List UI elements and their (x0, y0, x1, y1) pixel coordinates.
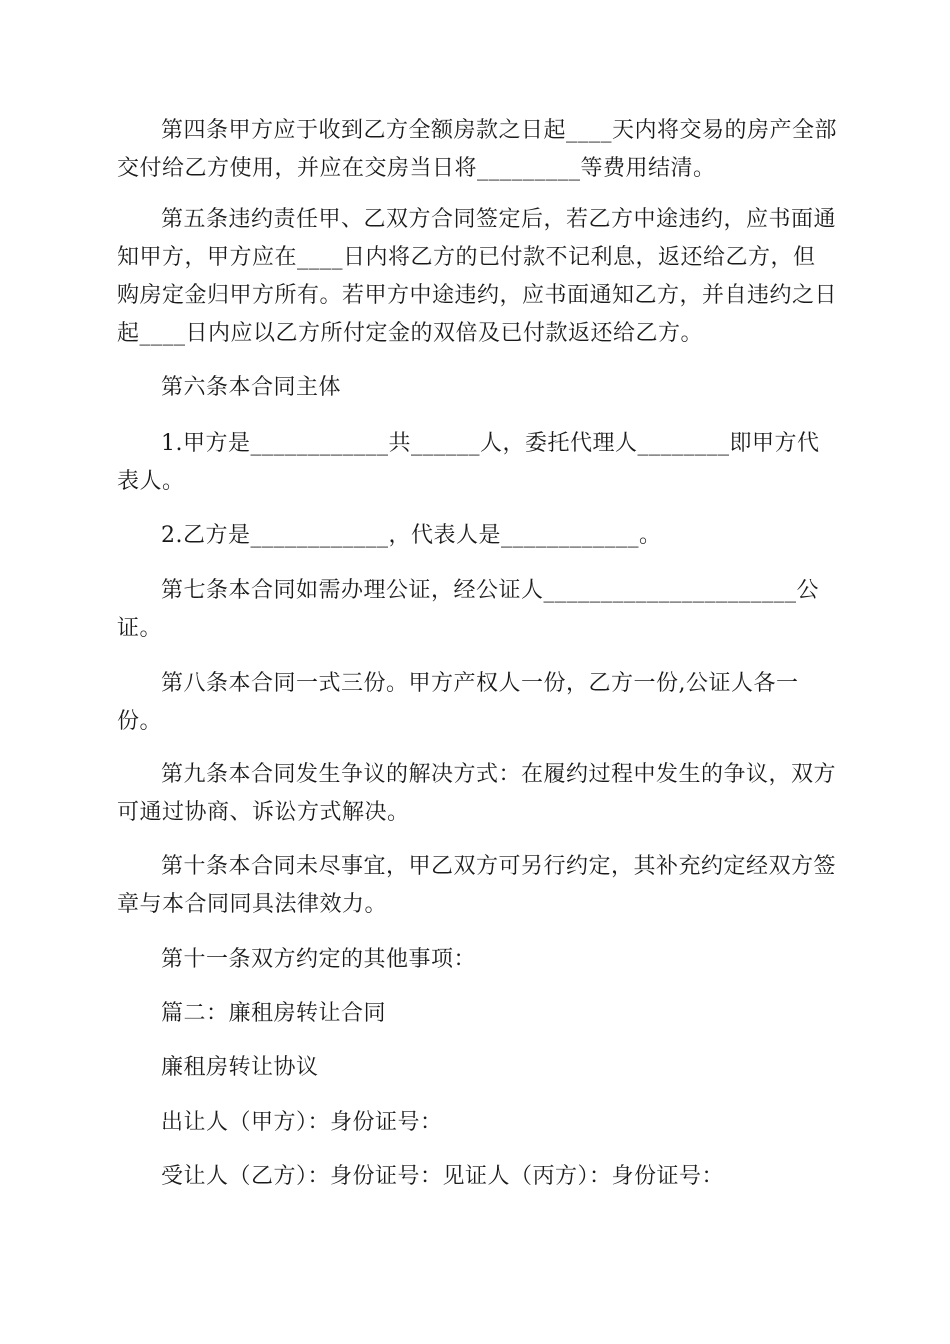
paragraph-article-7: 第七条本合同如需办理公证，经公证人______________________公证。 (117, 578, 820, 641)
paragraph-article-6-heading: 第六条本合同主体 (161, 375, 342, 400)
paragraph-transferee-witness: 受让人（乙方）：身份证号：见证人（丙方）：身份证号： (161, 1164, 725, 1189)
paragraph-party-b: 2.乙方是____________，代表人是____________。 (161, 523, 662, 548)
paragraph-article-9: 第九条本合同发生争议的解决方式：在履约过程中发生的争议，双方可通过协商、诉讼方式解决。 (117, 762, 837, 825)
paragraph-section-2-heading: 篇二：廉租房转让合同 (161, 1001, 387, 1026)
paragraph-party-a: 1.甲方是____________共______人，委托代理人________即甲方代表人。 (117, 431, 820, 494)
paragraph-transferor: 出让人（甲方）：身份证号： (161, 1110, 443, 1135)
paragraph-article-11: 第十一条双方约定的其他事项： (161, 947, 477, 972)
paragraph-article-8: 第八条本合同一式三份。甲方产权人一份，乙方一份,公证人各一份。 (117, 671, 799, 734)
paragraph-agreement-title: 廉租房转让协议 (161, 1055, 319, 1080)
paragraph-article-4: 第四条甲方应于收到乙方全额房款之日起____天内将交易的房产全部交付给乙方使用，并应在交房当日将_________等费用结清。 (117, 118, 838, 181)
paragraph-article-10: 第十条本合同未尽事宜，甲乙双方可另行约定，其补充约定经双方签章与本合同同具法律效力。 (117, 854, 837, 917)
paragraph-article-5: 第五条违约责任甲、乙双方合同签定后，若乙方中途违约，应书面通知甲方，甲方应在____日内将乙方的已付款不记利息，返还给乙方，但购房定金归甲方所有。若甲方中途违约，应书面通知乙方，并自违约之日起____日内应以乙方所付定金的双倍及已付款返还给乙方。 (117, 207, 838, 346)
